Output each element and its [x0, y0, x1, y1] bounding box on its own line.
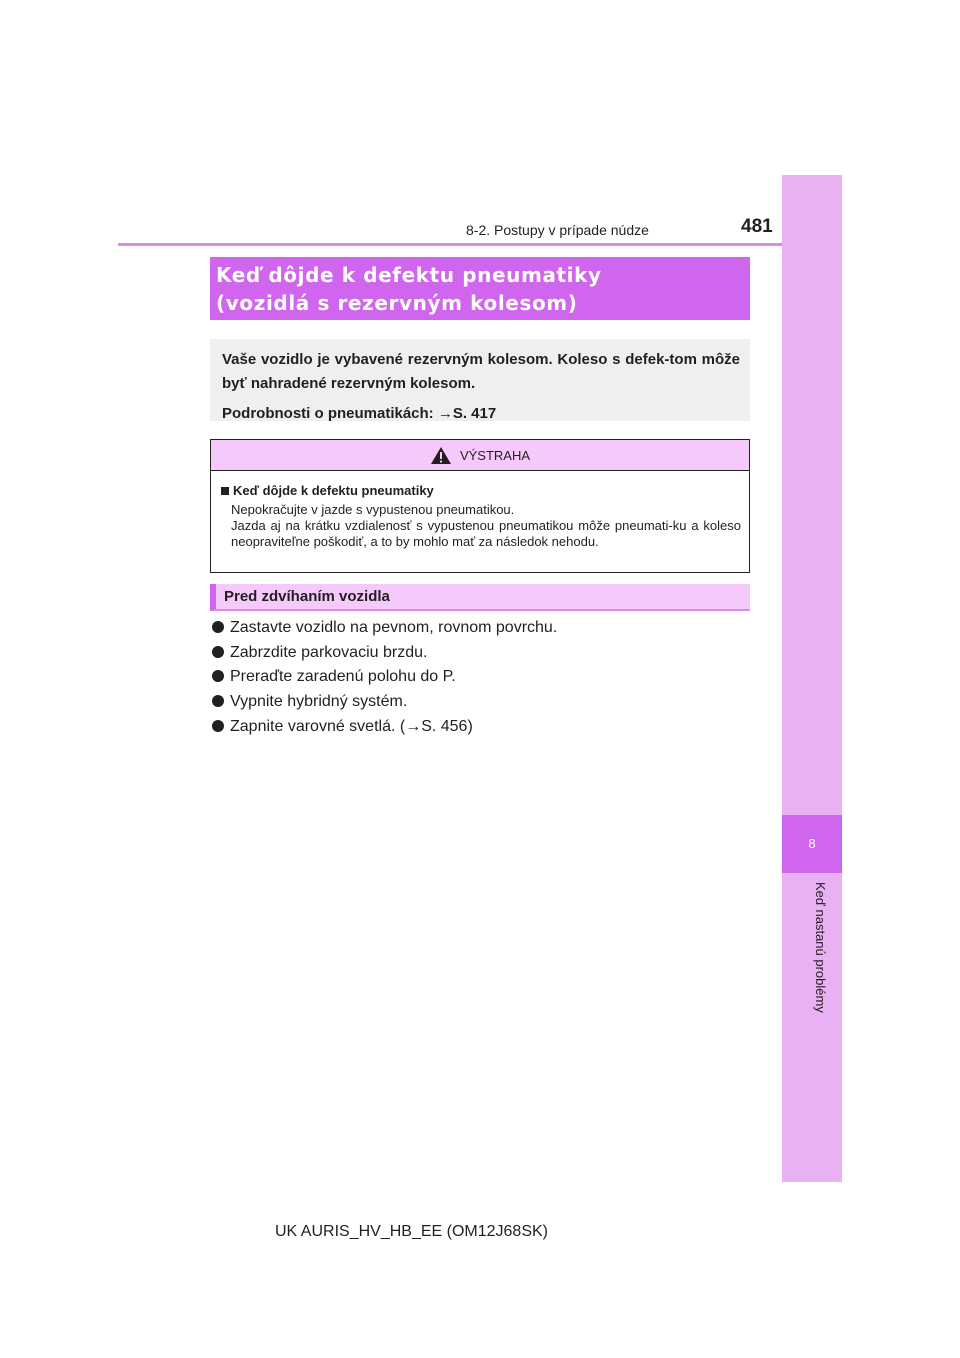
warning-text-1: Nepokračujte v jazde s vypustenou pneumatikou.	[231, 502, 515, 517]
warning-triangle-icon	[430, 446, 452, 465]
list-item-text: Preraďte zaradenú polohu do P.	[230, 668, 456, 686]
bullet-icon	[212, 646, 224, 658]
page-title	[210, 257, 750, 320]
chapter-title: Keď nastanú problémy	[813, 882, 828, 1013]
warning-heading	[221, 483, 741, 499]
bullet-icon	[212, 621, 224, 633]
intro-text: Vaše vozidlo je vybavené rezervným kolesom. Koleso s defek-tom môže byť nahradené rezervným kolesom.	[222, 351, 740, 392]
list-item-text: Zabrzdite parkovaciu brzdu.	[230, 643, 428, 661]
list-item-text: Zastavte vozidlo na pevnom, rovnom povrchu.	[230, 619, 558, 636]
list-item	[212, 690, 557, 714]
warning-label: VÝSTRAHA	[459, 447, 531, 463]
page-title-line-2: (vozidlá s rezervným kolesom)	[216, 291, 578, 315]
bullet-icon	[212, 720, 224, 732]
chapter-number-tab	[782, 815, 842, 873]
page-title-line-1: Keď dôjde k defektu pneumatiky	[216, 263, 602, 287]
warning-text-2: Jazda aj na krátku vzdialenosť s vypustenou pneumatikou môže pneumati-ku a koleso neopraviteľne poškodiť, a to by mohlo mať za následok nehodu.	[231, 518, 741, 549]
list-item	[212, 715, 557, 739]
intro-reference: Podrobnosti o pneumatikách: →S. 417	[222, 405, 497, 422]
bullet-icon	[212, 695, 224, 707]
section-title: 8-2. Postupy v prípade núdze	[466, 222, 649, 238]
bullet-icon	[212, 670, 224, 682]
document-id: UK AURIS_HV_HB_EE (OM12J68SK)	[275, 1223, 548, 1240]
warning-heading-text: Keď dôjde k defektu pneumatiky	[233, 483, 434, 498]
list-item	[212, 616, 557, 640]
chapter-number: 8	[808, 836, 816, 851]
warning-body	[211, 471, 749, 550]
list-item	[212, 665, 557, 689]
square-bullet-icon	[221, 487, 229, 495]
subsection-title: Pred zdvíhaním vozidla	[210, 584, 750, 611]
header-divider	[118, 243, 782, 246]
list-item-text: Zapnite varovné svetlá. (→S. 456)	[230, 717, 473, 735]
page-number: 481	[741, 216, 773, 237]
warning-header	[211, 440, 749, 471]
intro-box	[210, 339, 750, 421]
warning-box	[210, 439, 750, 573]
steps-list	[212, 616, 557, 739]
list-item-text: Vypnite hybridný systém.	[230, 693, 408, 711]
list-item	[212, 641, 557, 665]
